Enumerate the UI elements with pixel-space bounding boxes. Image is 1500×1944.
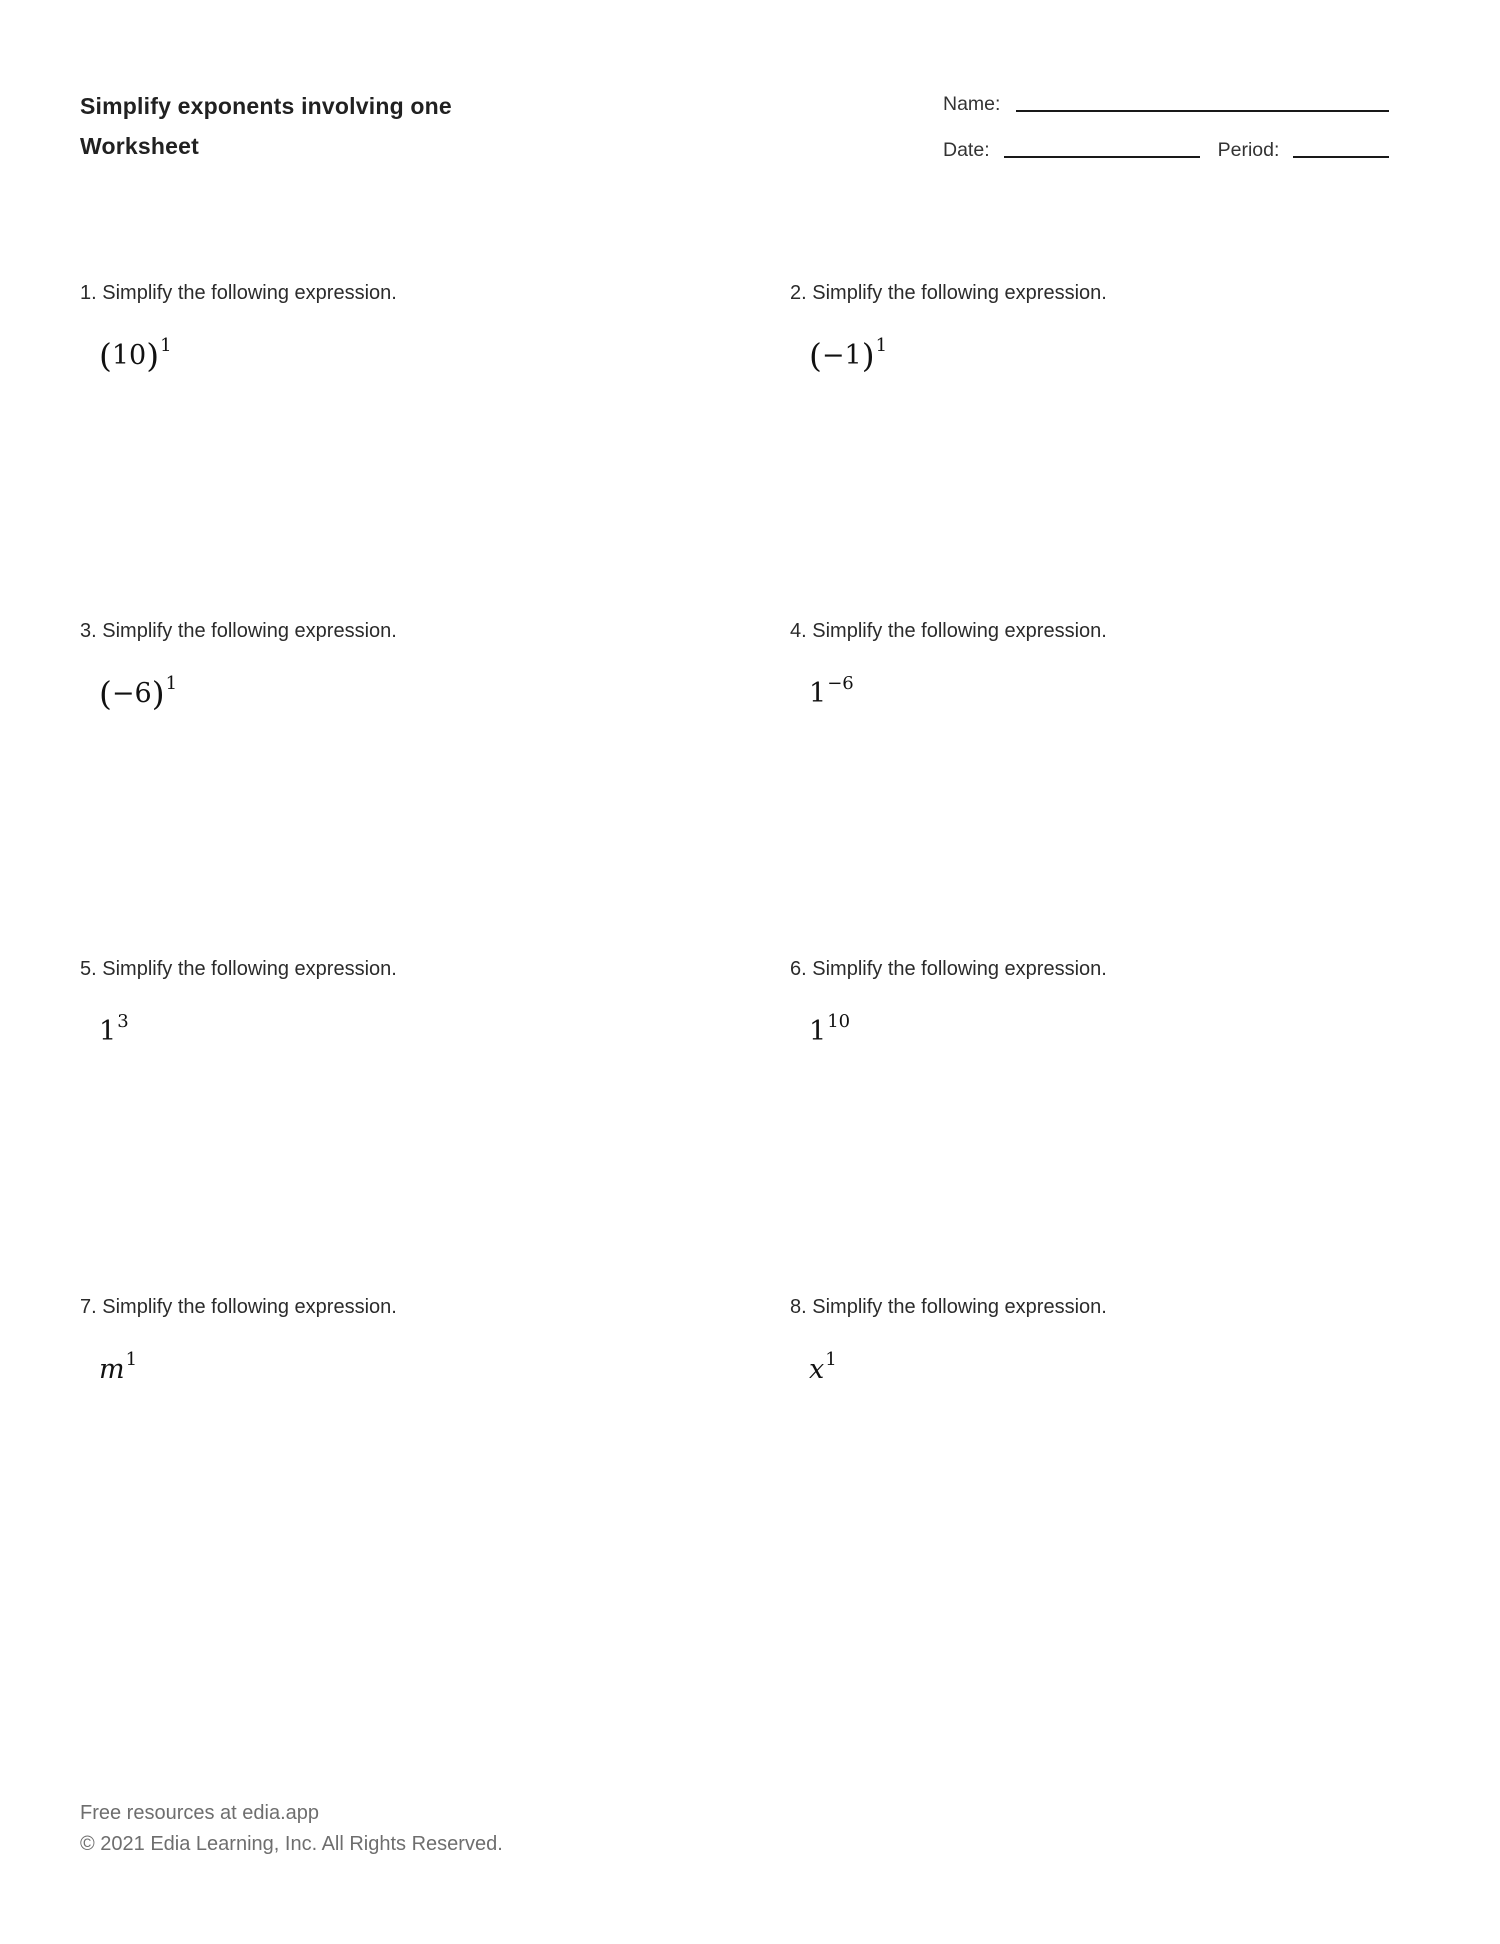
problem-prompt: Simplify the following expression. bbox=[812, 958, 1107, 980]
exponent: 1 bbox=[875, 335, 888, 356]
exponent: −6 bbox=[827, 673, 854, 694]
open-paren: ( bbox=[99, 674, 112, 713]
problem-5 bbox=[80, 957, 790, 1295]
problem-7 bbox=[80, 1295, 790, 1633]
date-blank-line bbox=[1004, 154, 1200, 158]
date-label: Date: bbox=[943, 139, 990, 161]
math-expression bbox=[809, 1003, 1425, 1054]
exponent: 1 bbox=[825, 1349, 837, 1370]
problem-number: 7. bbox=[80, 1296, 97, 1318]
problem-number: 4. bbox=[790, 620, 807, 642]
problem-prompt: Simplify the following expression. bbox=[812, 620, 1107, 642]
close-paren: ) bbox=[146, 336, 160, 375]
open-paren: ( bbox=[809, 336, 822, 375]
period-blank-line bbox=[1293, 154, 1389, 158]
exponent: 1 bbox=[160, 335, 172, 356]
expression-base: 10 bbox=[111, 340, 147, 371]
expression-base: m bbox=[99, 1354, 125, 1385]
math-expression bbox=[99, 665, 790, 716]
name-label: Name: bbox=[943, 93, 1001, 115]
problem-3 bbox=[80, 619, 790, 957]
problem-7-title bbox=[80, 1295, 790, 1319]
problem-prompt: Simplify the following expression. bbox=[812, 1296, 1107, 1318]
math-expression bbox=[99, 1341, 790, 1392]
exponent: 1 bbox=[165, 673, 178, 694]
page-footer bbox=[80, 1798, 503, 1860]
expression-base: −6 bbox=[111, 678, 152, 709]
problem-1 bbox=[80, 281, 790, 619]
problem-number: 8. bbox=[790, 1296, 807, 1318]
problem-number: 2. bbox=[790, 282, 807, 304]
problem-prompt: Simplify the following expression. bbox=[102, 1296, 397, 1318]
problem-prompt: Simplify the following expression. bbox=[102, 620, 397, 642]
expression-base: x bbox=[809, 1354, 825, 1385]
problem-3-title bbox=[80, 619, 790, 643]
problem-5-title bbox=[80, 957, 790, 981]
problem-number: 3. bbox=[80, 620, 97, 642]
math-expression bbox=[809, 665, 1425, 716]
worksheet-title bbox=[80, 86, 452, 166]
expression-base: −1 bbox=[821, 340, 862, 371]
problem-prompt: Simplify the following expression. bbox=[102, 958, 397, 980]
problem-8-title bbox=[790, 1295, 1425, 1319]
problem-prompt: Simplify the following expression. bbox=[812, 282, 1107, 304]
title-line-2: Worksheet bbox=[80, 133, 199, 159]
problem-6-title bbox=[790, 957, 1425, 981]
math-expression bbox=[809, 1341, 1425, 1392]
math-expression bbox=[809, 327, 1425, 378]
math-expression bbox=[99, 327, 790, 378]
problem-4 bbox=[790, 619, 1425, 957]
expression-base: 1 bbox=[809, 678, 827, 709]
footer-resources-text: Free resources at edia.app bbox=[80, 1802, 320, 1824]
close-paren: ) bbox=[861, 336, 875, 375]
problem-1-title bbox=[80, 281, 790, 305]
name-blank-line bbox=[1016, 108, 1389, 112]
problem-6 bbox=[790, 957, 1425, 1295]
problem-number: 6. bbox=[790, 958, 807, 980]
title-line-1: Simplify exponents involving one bbox=[80, 93, 452, 119]
math-expression bbox=[99, 1003, 790, 1054]
footer-copyright-text: © 2021 Edia Learning, Inc. All Rights Reserved. bbox=[80, 1833, 503, 1855]
problem-number: 1. bbox=[80, 282, 97, 304]
exponent: 10 bbox=[827, 1011, 851, 1032]
name-field-row bbox=[943, 90, 1389, 116]
problem-2-title bbox=[790, 281, 1425, 305]
exponent: 1 bbox=[125, 1349, 138, 1370]
close-paren: ) bbox=[151, 674, 165, 713]
period-label: Period: bbox=[1217, 139, 1280, 161]
student-fields bbox=[943, 90, 1389, 162]
date-period-field-row bbox=[943, 136, 1389, 162]
exponent: 3 bbox=[117, 1011, 129, 1032]
expression-base: 1 bbox=[809, 1016, 827, 1047]
expression-base: 1 bbox=[99, 1016, 117, 1047]
problem-prompt: Simplify the following expression. bbox=[102, 282, 397, 304]
problem-4-title bbox=[790, 619, 1425, 643]
problem-8 bbox=[790, 1295, 1425, 1633]
problem-number: 5. bbox=[80, 958, 97, 980]
problem-2 bbox=[790, 281, 1425, 619]
open-paren: ( bbox=[99, 336, 112, 375]
problems-grid bbox=[80, 281, 1425, 1633]
